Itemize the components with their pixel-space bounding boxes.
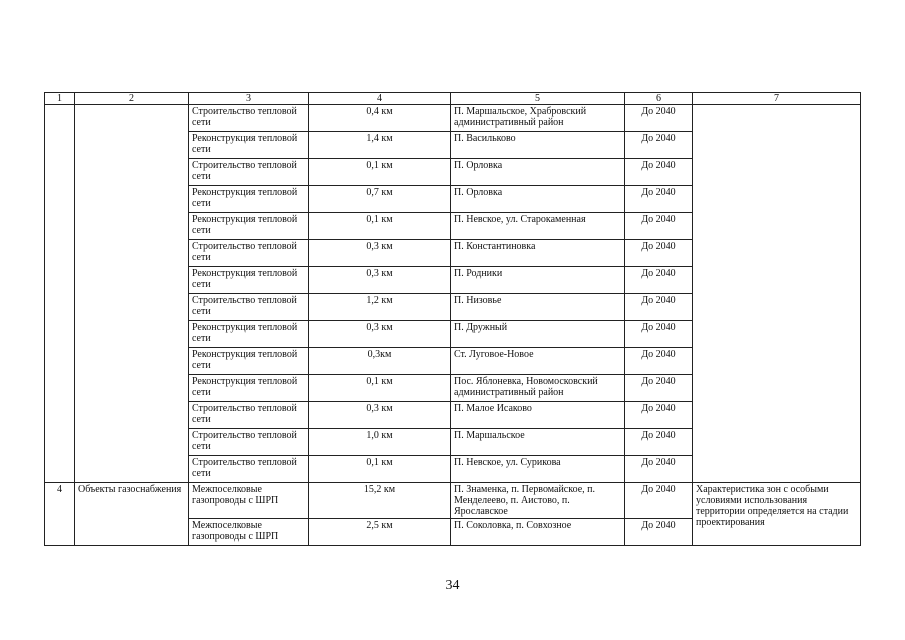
table-body xyxy=(45,93,861,546)
location-cell: П. Орловка xyxy=(451,186,625,213)
length-cell: 1,4 км xyxy=(309,132,451,159)
object-cell: Объекты газоснабжения xyxy=(75,483,189,546)
length-cell: 0,3км xyxy=(309,348,451,375)
deadline-cell: До 2040 xyxy=(625,519,693,546)
length-cell: 0,1 км xyxy=(309,213,451,240)
location-cell: П. Малое Исаково xyxy=(451,402,625,429)
location-cell: Пос. Яблоневка, Новомосковский административный район xyxy=(451,375,625,402)
length-cell: 0,3 км xyxy=(309,321,451,348)
object-cell xyxy=(75,105,189,483)
work-type-cell: Строительство тепловой сети xyxy=(189,402,309,429)
location-cell: П. Дружный xyxy=(451,321,625,348)
location-cell: П. Невское, ул. Старокаменная xyxy=(451,213,625,240)
planning-table xyxy=(44,92,861,546)
location-cell: П. Низовье xyxy=(451,294,625,321)
deadline-cell: До 2040 xyxy=(625,483,693,519)
length-cell: 0,1 км xyxy=(309,456,451,483)
location-cell: Ст. Луговое-Новое xyxy=(451,348,625,375)
characteristic-cell xyxy=(693,105,861,483)
length-cell: 0,3 км xyxy=(309,267,451,294)
column-number-row xyxy=(45,93,861,105)
column-number: 2 xyxy=(75,93,189,105)
work-type-cell: Строительство тепловой сети xyxy=(189,429,309,456)
length-cell: 0,7 км xyxy=(309,186,451,213)
deadline-cell: До 2040 xyxy=(625,348,693,375)
column-number: 5 xyxy=(451,93,625,105)
page-number: 34 xyxy=(445,578,460,593)
deadline-cell: До 2040 xyxy=(625,456,693,483)
deadline-cell: До 2040 xyxy=(625,402,693,429)
length-cell: 1,2 км xyxy=(309,294,451,321)
number-cell: 4 xyxy=(45,483,75,546)
location-cell: П. Константиновка xyxy=(451,240,625,267)
work-type-cell: Строительство тепловой сети xyxy=(189,240,309,267)
work-type-cell: Строительство тепловой сети xyxy=(189,294,309,321)
work-type-cell: Реконструкция тепловой сети xyxy=(189,375,309,402)
work-type-cell: Реконструкция тепловой сети xyxy=(189,132,309,159)
deadline-cell: До 2040 xyxy=(625,294,693,321)
work-type-cell: Межпоселковые газопроводы с ШРП xyxy=(189,483,309,519)
deadline-cell: До 2040 xyxy=(625,186,693,213)
work-type-cell: Строительство тепловой сети xyxy=(189,456,309,483)
location-cell: П. Невское, ул. Сурикова xyxy=(451,456,625,483)
location-cell: П. Родники xyxy=(451,267,625,294)
deadline-cell: До 2040 xyxy=(625,375,693,402)
work-type-cell: Реконструкция тепловой сети xyxy=(189,267,309,294)
table-row xyxy=(45,105,861,132)
deadline-cell: До 2040 xyxy=(625,267,693,294)
work-type-cell: Реконструкция тепловой сети xyxy=(189,321,309,348)
column-number: 3 xyxy=(189,93,309,105)
length-cell: 1,0 км xyxy=(309,429,451,456)
column-number: 7 xyxy=(693,93,861,105)
number-cell xyxy=(45,105,75,483)
length-cell: 0,1 км xyxy=(309,159,451,186)
characteristic-cell: Характеристика зон с особыми условиями использования территории определяется на стадии проектирования xyxy=(693,483,861,546)
length-cell: 2,5 км xyxy=(309,519,451,546)
length-cell: 0,4 км xyxy=(309,105,451,132)
location-cell: П. Маршальское xyxy=(451,429,625,456)
table-row xyxy=(45,483,861,519)
work-type-cell: Межпоселковые газопроводы с ШРП xyxy=(189,519,309,546)
deadline-cell: До 2040 xyxy=(625,132,693,159)
deadline-cell: До 2040 xyxy=(625,213,693,240)
work-type-cell: Реконструкция тепловой сети xyxy=(189,348,309,375)
column-number: 6 xyxy=(625,93,693,105)
deadline-cell: До 2040 xyxy=(625,159,693,186)
location-cell: П. Васильково xyxy=(451,132,625,159)
location-cell: П. Соколовка, п. Совхозное xyxy=(451,519,625,546)
length-cell: 0,3 км xyxy=(309,240,451,267)
length-cell: 0,3 км xyxy=(309,402,451,429)
deadline-cell: До 2040 xyxy=(625,240,693,267)
column-number: 4 xyxy=(309,93,451,105)
length-cell: 15,2 км xyxy=(309,483,451,519)
deadline-cell: До 2040 xyxy=(625,321,693,348)
length-cell: 0,1 км xyxy=(309,375,451,402)
deadline-cell: До 2040 xyxy=(625,105,693,132)
location-cell: П. Орловка xyxy=(451,159,625,186)
deadline-cell: До 2040 xyxy=(625,429,693,456)
work-type-cell: Реконструкция тепловой сети xyxy=(189,213,309,240)
work-type-cell: Строительство тепловой сети xyxy=(189,105,309,132)
work-type-cell: Строительство тепловой сети xyxy=(189,159,309,186)
location-cell: П. Маршальское, Храбровский административный район xyxy=(451,105,625,132)
column-number: 1 xyxy=(45,93,75,105)
work-type-cell: Реконструкция тепловой сети xyxy=(189,186,309,213)
location-cell: П. Знаменка, п. Первомайское, п. Менделеево, п. Аистово, п. Ярославское xyxy=(451,483,625,519)
